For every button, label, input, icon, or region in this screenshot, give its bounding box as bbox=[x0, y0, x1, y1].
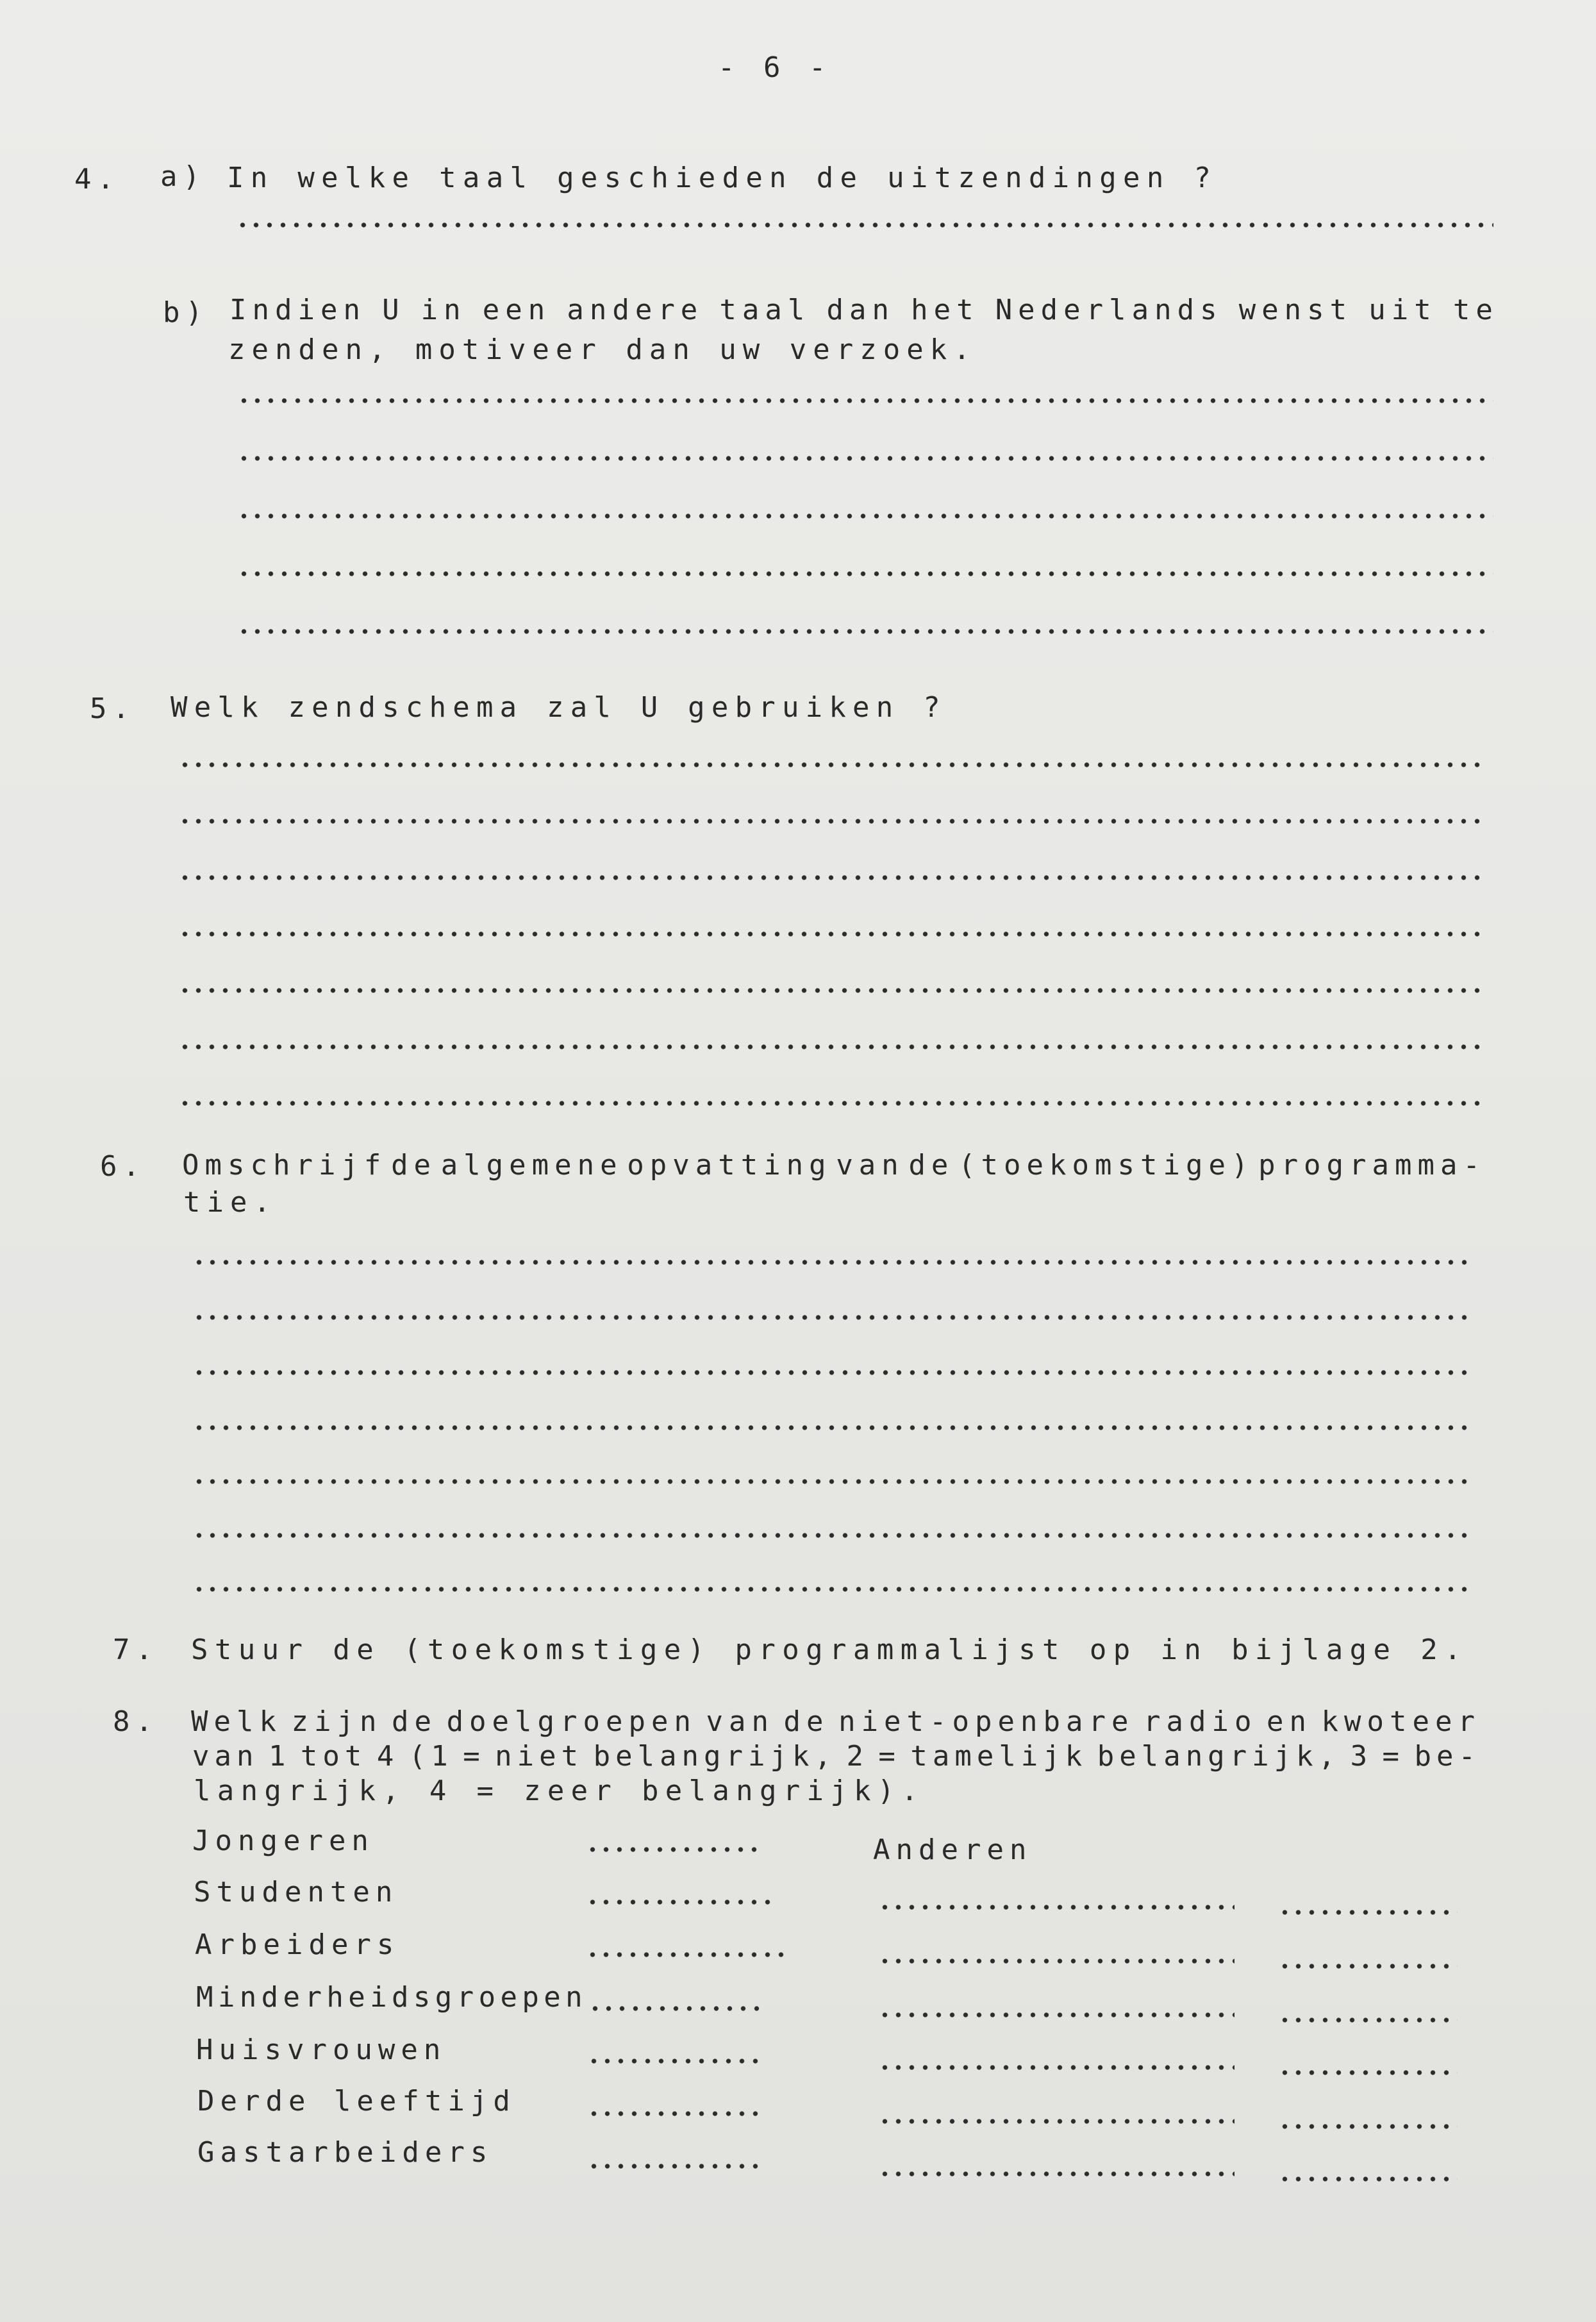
word: (toekomstige) bbox=[958, 1149, 1254, 1182]
question-7-text: Stuur de (toekomstige) programmalijst op in bijlage 2. bbox=[191, 1633, 1468, 1666]
word: be- bbox=[1414, 1740, 1481, 1773]
others-name-field-6[interactable] bbox=[878, 2171, 1234, 2177]
word: Indien bbox=[229, 294, 366, 326]
others-name-field-3[interactable] bbox=[878, 2012, 1234, 2018]
word: = bbox=[463, 1740, 485, 1773]
word: = bbox=[878, 1740, 901, 1773]
word: 3 bbox=[1350, 1740, 1373, 1773]
group-label-minderheidsgroepen: Minderheidsgroepen bbox=[196, 1981, 588, 2014]
question-5-text: Welk zendschema zal U gebruiken ? bbox=[170, 691, 947, 724]
answer-line-5-2[interactable] bbox=[178, 818, 1482, 824]
word: belangrijk, bbox=[593, 1740, 836, 1773]
others-score-field-2[interactable] bbox=[1278, 1963, 1458, 1969]
answer-line-5-4[interactable] bbox=[178, 931, 1482, 937]
word: U bbox=[382, 294, 405, 326]
word: tot bbox=[300, 1740, 367, 1773]
question-4b-label: b) bbox=[163, 296, 208, 329]
answer-line-5-5[interactable] bbox=[178, 987, 1482, 994]
answer-line-6-3[interactable] bbox=[192, 1369, 1470, 1376]
others-label: Anderen bbox=[873, 1833, 1033, 1866]
word: de bbox=[392, 1705, 438, 1738]
question-8-line-2 bbox=[192, 1742, 1481, 1771]
word: taal bbox=[719, 294, 811, 326]
question-6-number: 6. bbox=[100, 1150, 145, 1183]
word: in bbox=[420, 294, 467, 326]
others-name-field-5[interactable] bbox=[878, 2118, 1234, 2125]
answer-line-5-3[interactable] bbox=[178, 874, 1482, 881]
question-5-number: 5. bbox=[90, 692, 135, 725]
score-field-arbeiders[interactable] bbox=[586, 1951, 791, 1958]
score-field-minderheidsgroepen[interactable] bbox=[588, 2005, 763, 2012]
answer-line-4a[interactable] bbox=[236, 222, 1493, 228]
word: doelgroepen bbox=[446, 1705, 697, 1738]
answer-line-6-5[interactable] bbox=[192, 1478, 1470, 1485]
word: de bbox=[783, 1705, 829, 1738]
group-label-derde-leeftijd: Derde leeftijd bbox=[197, 2085, 516, 2117]
question-4b-line-2: zenden, motiveer dan uw verzoek. bbox=[228, 333, 977, 366]
word: een bbox=[482, 294, 551, 326]
group-label-arbeiders: Arbeiders bbox=[195, 1928, 400, 1961]
answer-line-6-2[interactable] bbox=[192, 1314, 1470, 1321]
others-name-field-1[interactable] bbox=[878, 1904, 1234, 1910]
group-label-huisvrouwen: Huisvrouwen bbox=[196, 2034, 447, 2066]
word: = bbox=[1382, 1740, 1405, 1773]
score-field-derde-leeftijd[interactable] bbox=[587, 2110, 761, 2117]
answer-line-5-1[interactable] bbox=[178, 762, 1482, 768]
question-8-number: 8. bbox=[113, 1705, 158, 1738]
word: belangrijk, bbox=[1097, 1740, 1341, 1773]
word: opvatting bbox=[627, 1149, 832, 1182]
answer-line-5-6[interactable] bbox=[178, 1044, 1482, 1050]
word: zijn bbox=[291, 1705, 383, 1738]
others-name-field-2[interactable] bbox=[878, 1958, 1234, 1964]
word: de bbox=[391, 1149, 437, 1182]
score-field-gastarbeiders[interactable] bbox=[587, 2163, 761, 2169]
answer-line-6-4[interactable] bbox=[192, 1424, 1470, 1431]
answer-line-4b-5[interactable] bbox=[237, 628, 1493, 635]
word: 4 bbox=[376, 1740, 399, 1773]
answer-line-4b-3[interactable] bbox=[237, 513, 1493, 519]
question-6-line-1 bbox=[182, 1151, 1486, 1180]
group-label-jongeren: Jongeren bbox=[192, 1825, 374, 1857]
others-score-field-4[interactable] bbox=[1278, 2069, 1458, 2076]
word: uit bbox=[1368, 294, 1437, 326]
word: 1 bbox=[268, 1740, 291, 1773]
question-4a-label: a) bbox=[160, 160, 206, 193]
word: de bbox=[908, 1149, 954, 1182]
word: niet-openbare bbox=[838, 1705, 1135, 1738]
word: Nederlands bbox=[995, 294, 1223, 326]
page-number: - 6 - bbox=[718, 51, 832, 84]
word: radio bbox=[1143, 1705, 1258, 1738]
question-7-number: 7. bbox=[113, 1633, 158, 1666]
word: wenst bbox=[1238, 294, 1353, 326]
word: algemene bbox=[440, 1149, 623, 1182]
word: van bbox=[836, 1149, 904, 1182]
word: Omschrijf bbox=[182, 1149, 387, 1182]
word: dan bbox=[826, 294, 895, 326]
others-score-field-1[interactable] bbox=[1278, 1909, 1458, 1916]
word: 2 bbox=[846, 1740, 869, 1773]
others-score-field-6[interactable] bbox=[1278, 2176, 1458, 2182]
others-score-field-5[interactable] bbox=[1278, 2123, 1458, 2130]
word: tamelijk bbox=[910, 1740, 1088, 1773]
question-8-line-3: langrijk, 4 = zeer belangrijk). bbox=[194, 1775, 925, 1807]
group-label-gastarbeiders: Gastarbeiders bbox=[197, 2136, 494, 2169]
answer-line-6-1[interactable] bbox=[192, 1259, 1470, 1265]
word: andere bbox=[567, 294, 704, 326]
word: het bbox=[911, 294, 979, 326]
word: niet bbox=[495, 1740, 584, 1773]
score-field-jongeren[interactable] bbox=[586, 1846, 760, 1853]
word: Welk bbox=[191, 1705, 282, 1738]
score-field-huisvrouwen[interactable] bbox=[587, 2058, 761, 2064]
others-name-field-4[interactable] bbox=[878, 2064, 1234, 2071]
word: te bbox=[1452, 294, 1499, 326]
word: en bbox=[1267, 1705, 1312, 1738]
answer-line-4b-2[interactable] bbox=[237, 455, 1493, 462]
question-6-line-2: tie. bbox=[183, 1186, 277, 1219]
answer-line-5-7[interactable] bbox=[178, 1100, 1482, 1107]
others-score-field-3[interactable] bbox=[1278, 2017, 1458, 2023]
word: van bbox=[706, 1705, 774, 1738]
word: programma- bbox=[1258, 1149, 1486, 1182]
answer-line-4b-1[interactable] bbox=[237, 397, 1493, 404]
answer-line-6-7[interactable] bbox=[192, 1586, 1470, 1592]
answer-line-4b-4[interactable] bbox=[237, 571, 1493, 577]
word: van bbox=[192, 1740, 259, 1773]
question-8-line-1 bbox=[191, 1705, 1481, 1738]
word: (1 bbox=[408, 1740, 453, 1773]
group-label-studenten: Studenten bbox=[194, 1876, 399, 1909]
answer-line-6-6[interactable] bbox=[192, 1532, 1470, 1539]
question-4a-text: In welke taal geschieden de uitzendingen ? bbox=[227, 162, 1218, 194]
word: kwoteer bbox=[1321, 1705, 1481, 1738]
question-4-number: 4. bbox=[74, 163, 120, 196]
score-field-studenten[interactable] bbox=[586, 1899, 772, 1905]
question-4b-line-1 bbox=[229, 296, 1499, 324]
